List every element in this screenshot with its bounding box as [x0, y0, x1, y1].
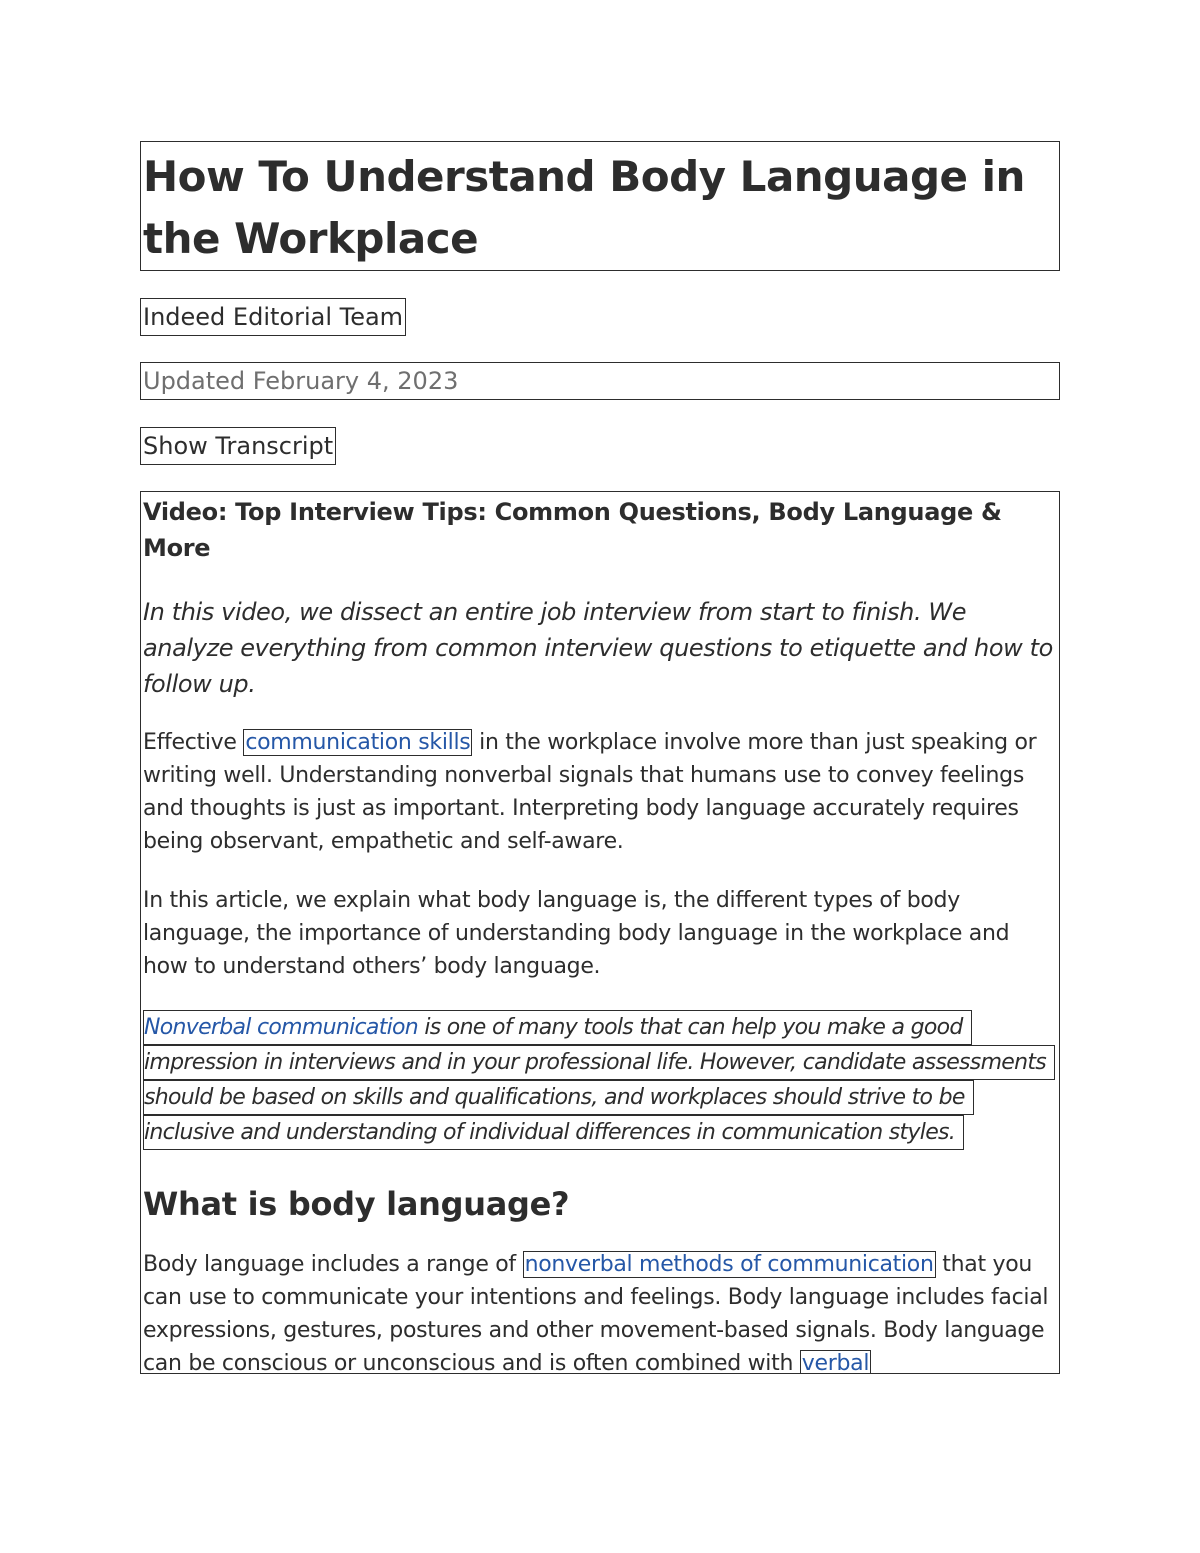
video-title: Video: Top Interview Tips: Common Questions, Body Language & More: [143, 498, 1002, 562]
definition-text-middle: that you can use to communicate your intentions and feelings. Body language includes facial expressions, gestures, postures and other movement-based signals. Body language can be conscious or unconscious and is often combined with: [143, 1252, 1049, 1374]
show-transcript-button[interactable]: Show Transcript: [140, 427, 336, 465]
verbal-link[interactable]: verbal: [800, 1350, 871, 1374]
definition-paragraph: [141, 1248, 1059, 1374]
note-line: [143, 1010, 972, 1045]
article-title-box: [140, 141, 1060, 271]
note-line: impression in interviews and in your professional life. However, candidate assessments: [143, 1045, 1055, 1080]
intro-text-before: Effective: [143, 730, 244, 755]
article-content: [140, 491, 1060, 1374]
definition-text-before: Body language includes a range of: [143, 1252, 523, 1277]
note-line: inclusive and understanding of individual differences in communication styles.: [143, 1115, 964, 1150]
inclusivity-note: [141, 1010, 1059, 1150]
article-title: How To Understand Body Language in the Workplace: [143, 152, 1025, 263]
video-description: In this video, we dissect an entire job interview from start to finish. We analyze everything from common interview questions to etiquette and how to follow up.: [143, 598, 1053, 698]
overview-paragraph: In this article, we explain what body language is, the different types of body language, the importance of understanding body language in the workplace and how to understand others’ body language.: [143, 888, 1010, 979]
nonverbal-methods-link[interactable]: nonverbal methods of communication: [524, 1252, 934, 1277]
intro-text-after: in the workplace involve more than just speaking or writing well. Understanding nonverbal signals that humans use to convey feelings and thoughts is just as important. Interpreting body language accurately requires being observant, empathetic and self-aware.: [143, 730, 1037, 854]
communication-skills-link[interactable]: communication skills: [245, 730, 471, 755]
note-line-text: is one of many tools that can help you make a good: [418, 1015, 963, 1040]
note-line: should be based on skills and qualifications, and workplaces should strive to be: [143, 1080, 974, 1115]
section-heading: What is body language?: [143, 1185, 570, 1223]
intro-paragraph: [141, 726, 1059, 858]
nonverbal-communication-link[interactable]: Nonverbal communication: [144, 1015, 419, 1040]
author-name[interactable]: Indeed Editorial Team: [140, 298, 406, 336]
updated-date: Updated February 4, 2023: [140, 362, 1060, 400]
